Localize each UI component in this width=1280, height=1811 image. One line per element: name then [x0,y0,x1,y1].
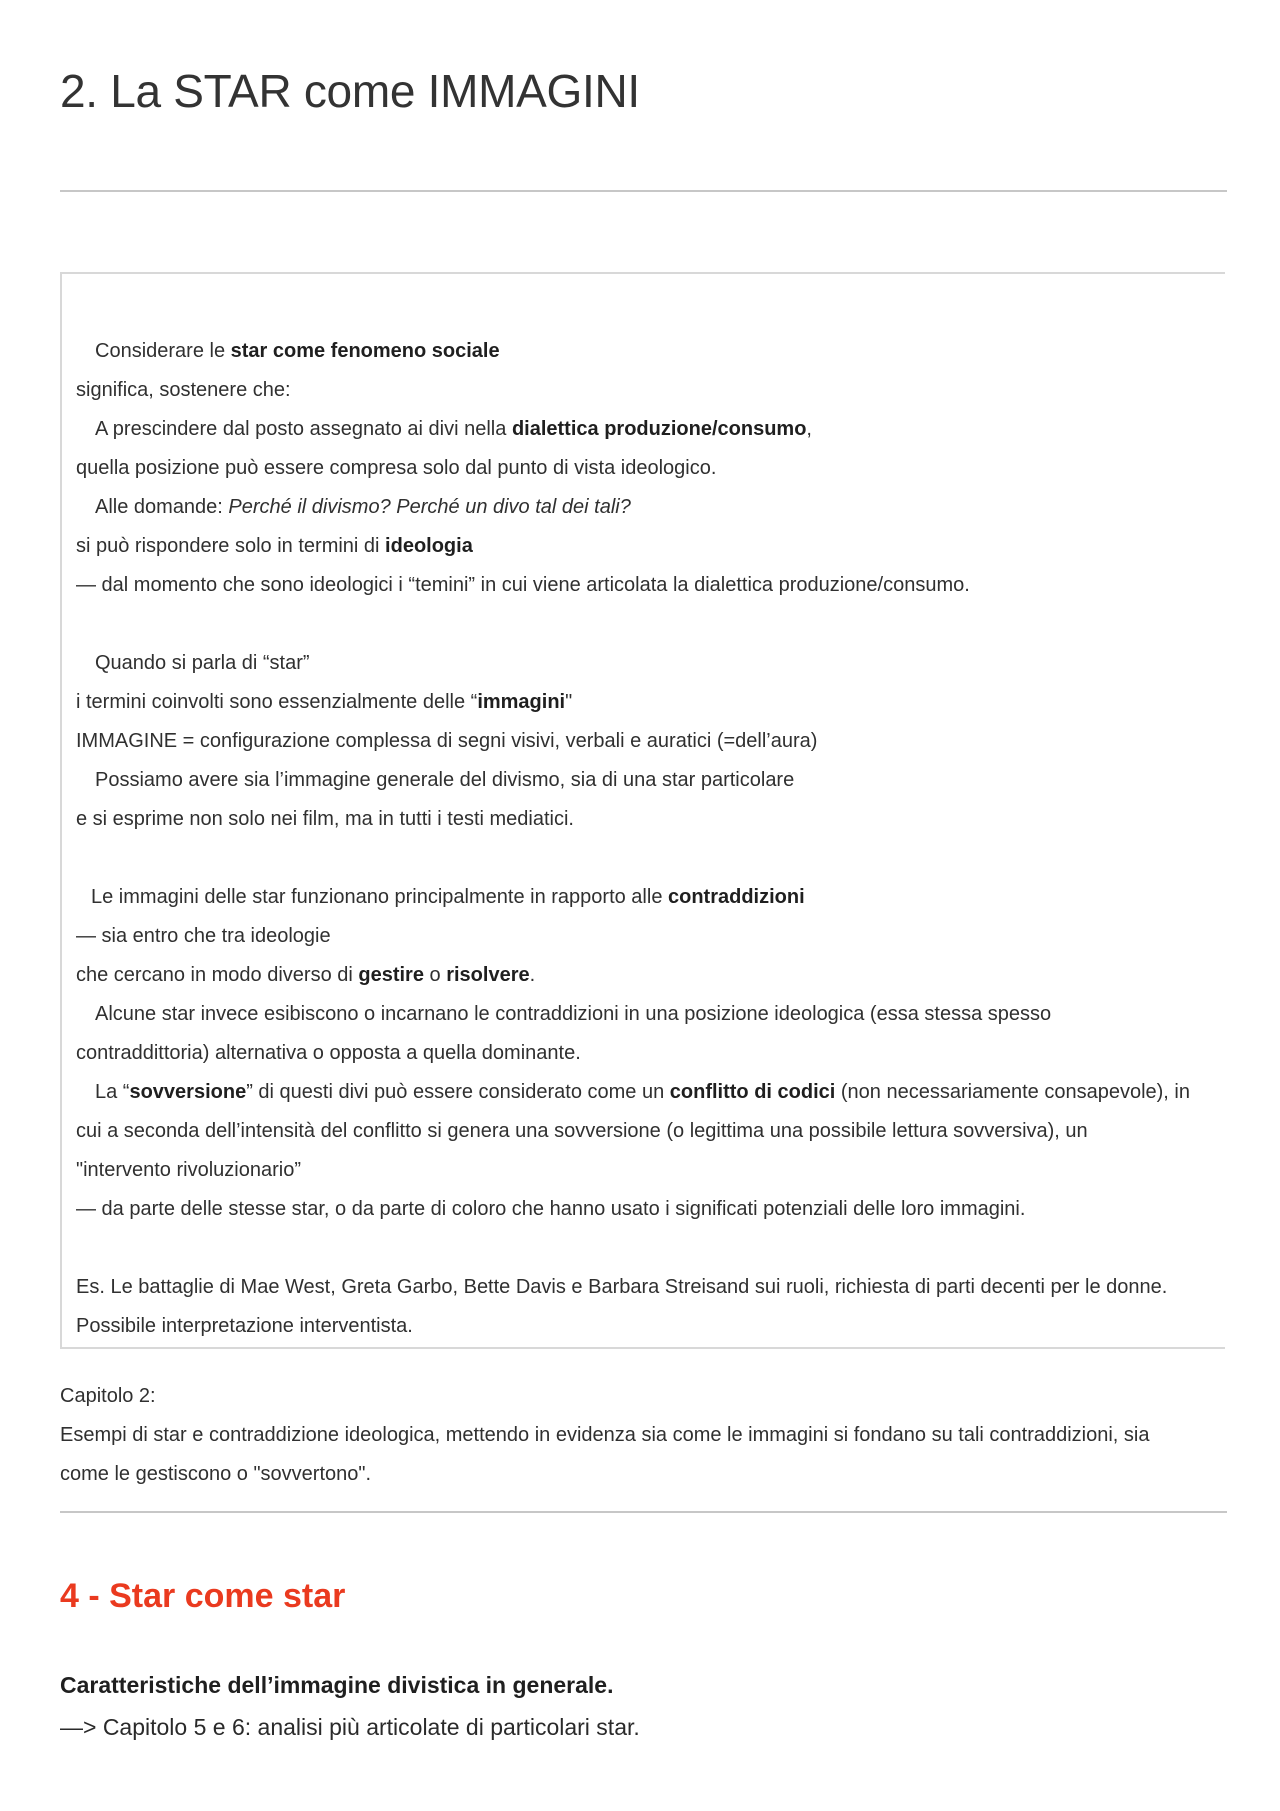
bold-text: sovversione [129,1081,247,1103]
bold-text: dialettica produzione/consumo [511,418,807,440]
text-line: Possibile interpretazione interventista. [76,1315,413,1337]
text-line [76,1073,1225,1112]
section-heading: 4 - Star come star [60,1577,346,1615]
page-title: 2. La STAR come IMMAGINI [60,65,640,117]
spacer [76,839,1225,878]
text-line: cui a seconda dell’intensità del conflitto si genera una sovversione (o legittima una possibile lettura sovversiva), un [76,1120,1088,1142]
text-line: Possiamo avere sia l’immagine generale del divismo, sia di una star particolare [95,769,795,791]
spacer [76,605,1225,644]
text: si può rispondere solo in termini di [76,535,386,557]
text-line: contraddittoria) alternativa o opposta a quella dominante. [76,1042,581,1064]
text: ” di questi divi può essere considerato come un [246,1081,670,1103]
text: " [565,691,573,713]
divider-bottom [60,1511,1227,1513]
section-line: —> Capitolo 5 e 6: analisi più articolate di particolari star. [60,1714,640,1740]
text-line: Quando si parla di “star” [95,652,310,674]
chapter-text: Esempi di star e contraddizione ideologica, mettendo in evidenza sia come le immagini si fondano su tali contraddizioni, sia [60,1424,1150,1446]
quote-box-content [76,332,1225,1346]
text-line [76,683,1225,722]
section-bold-line: Caratteristiche dell’immagine divistica in generale. [60,1672,614,1698]
text: Alle domande: [95,496,229,518]
text-line: IMMAGINE = configurazione complessa di segni visivi, verbali e auratici (=dell’aura) [76,730,818,752]
chapter-text: come le gestiscono o "sovvertono". [60,1463,372,1485]
spacer [76,1229,1225,1268]
text: . [529,964,536,986]
bold-text: immagini [477,691,566,713]
bold-text: risolvere [446,964,530,986]
quote-box [60,272,1225,1349]
bold-text: ideologia [385,535,473,557]
text: che cercano in modo diverso di [76,964,359,986]
text-line: — da parte delle stesse star, o da parte di coloro che hanno usato i significati potenziali delle loro immagini. [76,1198,1026,1220]
chapter-note [60,1377,1230,1494]
bold-text: conflitto di codici [669,1081,836,1103]
text-line: — sia entro che tra ideologie [76,925,331,947]
text-line: e si esprime non solo nei film, ma in tutti i testi mediatici. [76,808,574,830]
text: (non necessariamente consapevole), in [835,1081,1190,1103]
text-line: "intervento rivoluzionario” [76,1159,301,1181]
text-line [76,332,1225,371]
text-line [76,488,1225,527]
bold-text: contraddizioni [668,886,805,908]
bold-text: gestire [358,964,424,986]
text: , [806,418,812,440]
text-line: — dal momento che sono ideologici i “temini” in cui viene articolata la dialettica produzione/consumo. [76,574,970,596]
text: o [423,964,447,986]
divider-top [60,190,1227,192]
text-line: quella posizione può essere compresa solo dal punto di vista ideologico. [76,457,717,479]
text-line: significa, sostenere che: [76,379,291,401]
text-line [76,527,1225,566]
italic-text: Perché il divismo? Perché un divo tal dei tali? [228,496,631,518]
text-line [76,878,1225,917]
text-line: Es. Le battaglie di Mae West, Greta Garbo, Bette Davis e Barbara Streisand sui ruoli, richiesta di parti decenti per le donne. [76,1276,1168,1298]
text-line: Alcune star invece esibiscono o incarnano le contraddizioni in una posizione ideologica (essa stessa spesso [95,1003,1052,1025]
text-line [76,410,1225,449]
chapter-label: Capitolo 2: [60,1385,156,1407]
bold-text: star come fenomeno sociale [230,340,500,362]
text: i termini coinvolti sono essenzialmente delle “ [76,691,478,713]
section-body [60,1664,640,1748]
text-line [76,956,1225,995]
text: Considerare le [95,340,231,362]
text: A prescindere dal posto assegnato ai divi nella [95,418,512,440]
text: Le immagini delle star funzionano principalmente in rapporto alle [91,886,668,908]
text: La “ [95,1081,130,1103]
